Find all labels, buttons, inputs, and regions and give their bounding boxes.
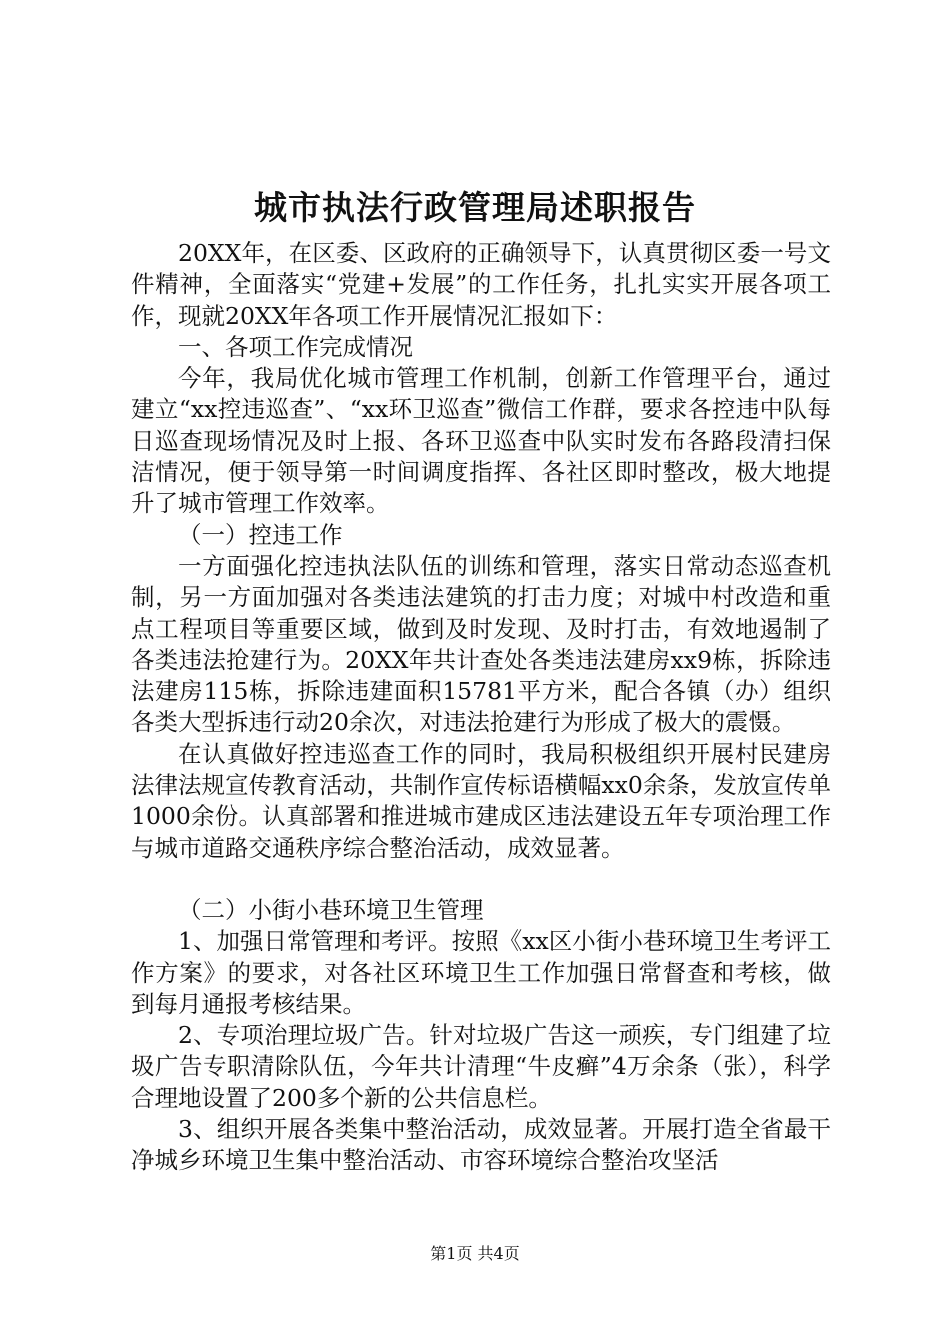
document-title: 城市执法行政管理局述职报告 [254,188,696,227]
section-heading-1: 一、各项工作完成情况 [178,332,413,361]
body-paragraph: 一方面强化控违执法队伍的训练和管理，落实日常动态巡查机制，另一方面加强对各类违法建筑的打击力度；对城中村改造和重点工程项目等重要区域，做到及时发现、及时打击，有效地遏制了各类违法抢建行为。20XX年共计查处各类违法建房xx9栋，拆除违法建房115栋，拆除违建面积15781平方米，配合各镇（办）组织各类大型拆违行动20余次，对违法抢建行为形成了极大的震慑。 [131,551,831,737]
list-item-1: 1、加强日常管理和考评。按照《xx区小街小巷环境卫生考评工作方案》的要求，对各社区环境卫生工作加强日常督查和考核，做到每月通报考核结果。 [131,927,831,1018]
subsection-heading-1: （一）控违工作 [178,520,343,549]
subsection-heading-2: （二）小街小巷环境卫生管理 [178,895,484,924]
list-item-3: 3、组织开展各类集中整治活动，成效显著。开展打造全省最干净城乡环境卫生集中整治活动、市容环境综合整治攻坚活 [131,1115,831,1175]
body-paragraph: 在认真做好控违巡查工作的同时，我局积极组织开展村民建房法律法规宣传教育活动，共制作宣传标语横幅xx0余条，发放宣传单1000余份。认真部署和推进城市建成区违法建设五年专项治理工作与城市道路交通秩序综合整治活动，成效显著。 [131,739,831,862]
list-item-2: 2、专项治理垃圾广告。针对垃圾广告这一顽疾，专门组建了垃圾广告专职清除队伍，今年共计清理“牛皮癣”4万余条（张），科学合理地设置了200多个新的公共信息栏。 [131,1021,831,1112]
body-paragraph: 今年，我局优化城市管理工作机制，创新工作管理平台，通过建立“xx控违巡查”、“xx环卫巡查”微信工作群，要求各控违中队每日巡查现场情况及时上报、各环卫巡查中队实时发布各路段清扫保洁情况，便于领导第一时间调度指挥、各社区即时整改，极大地提升了城市管理工作效率。 [131,364,831,518]
intro-paragraph: 20XX年，在区委、区政府的正确领导下，认真贯彻区委一号文件精神，全面落实“党建+发展”的工作任务，扎扎实实开展各项工作，现就20XX年各项工作开展情况汇报如下： [131,239,831,330]
document-body [131,238,831,1177]
page-footer: 第1页 共4页 [430,1244,520,1263]
